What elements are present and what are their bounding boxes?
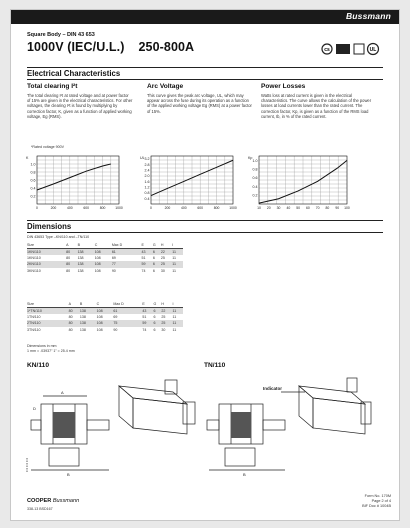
table-cell: 80 [68, 327, 73, 332]
table-header-cell: B [80, 301, 97, 307]
table-cell: 30 [161, 327, 166, 332]
voltage-rating: 1000V (IEC/U.L.) [27, 40, 125, 54]
table-header-cell: H [161, 242, 172, 248]
table-cell: 138 [77, 268, 84, 273]
svg-text:UL: UL [369, 47, 377, 53]
drawing-kn-label: KN/110 [27, 362, 49, 369]
x-tick-label: 400 [180, 206, 187, 210]
table-header-cell: H [161, 301, 172, 307]
table-cell: 138 [77, 255, 84, 260]
table-cell: 90 [111, 268, 116, 273]
table-cell: 80 [69, 307, 80, 313]
y-tick-label: 0.8 [144, 191, 150, 196]
section-dimensions-title: Dimensions [27, 222, 72, 231]
cooper-bussmann-logo: COOPER Bussmann [27, 498, 80, 504]
x-tick-label: 80 [325, 206, 330, 210]
table-header-cell: A [66, 242, 77, 248]
svg-text:B: B [67, 472, 70, 477]
table-cell: 80 [66, 261, 77, 267]
table-cell: 138 [80, 307, 97, 313]
table-cell: 138 [78, 248, 95, 254]
chart-arc-voltage [139, 152, 237, 214]
x-tick-label: 20 [266, 206, 271, 210]
x-tick-label: 200 [50, 206, 57, 210]
product-title [27, 40, 194, 54]
divider [27, 232, 383, 233]
col-text-arc-voltage: This curve gives the peak arc voltage, UL, which may appear across the fuse during its operation as a function of the applied working voltage Eg (RMS) at a power factor of 15%. [147, 93, 252, 114]
table-cell: 6 [154, 307, 162, 313]
form-number: Form No. 170M Page 2 of 4 BIF Doc # 1004B [362, 494, 391, 508]
table-header-cell: E [142, 301, 153, 307]
y-tick-label: 0.2 [30, 194, 36, 199]
table-cell: 51 [141, 255, 146, 260]
table-cell: 77 [112, 261, 142, 267]
indicator-label: Indicator [263, 386, 283, 391]
x-tick-label: 600 [83, 206, 90, 210]
datasheet-page [10, 9, 400, 521]
y-tick-label: 0.6 [252, 176, 258, 181]
table-cell: 69 [113, 314, 118, 319]
x-tick-label: 100 [344, 206, 350, 210]
table-cell: 6 [153, 327, 156, 332]
table-cell: 80 [66, 255, 71, 260]
y-tick-label: 0.8 [252, 167, 258, 172]
y-tick-label: 0.4 [252, 184, 258, 189]
table-cell: 59 [141, 261, 152, 267]
table-cell: 61 [113, 307, 142, 313]
x-tick-label: 50 [296, 206, 301, 210]
table-header-cell: Max D [112, 242, 142, 248]
table-cell: 61 [112, 248, 142, 254]
table-cell: 108 [96, 314, 103, 319]
table-cell: 138 [78, 261, 95, 267]
table-header-cell: Max D [113, 301, 142, 307]
table-cell: 22 [161, 248, 172, 254]
table-cell: 80 [69, 320, 80, 326]
chart-note: *Rated voltage 900V [31, 145, 64, 149]
dimensions-caption: DIN 43653 Type –KN/110 and –TN/110 [27, 235, 90, 239]
y-tick-label: 1.6 [144, 179, 150, 184]
y-tick-label: 0.4 [30, 186, 36, 191]
table-header-cell: G [154, 301, 162, 307]
table-cell: 1KN/110 [27, 248, 66, 254]
x-tick-label: 30 [276, 206, 281, 210]
y-tick-label: 3.2 [144, 157, 150, 162]
table-cell: 138 [79, 327, 86, 332]
dimensions-table-tn [27, 301, 183, 333]
table-cell: 6 [153, 314, 156, 319]
col-heading-power-losses: Power Losses [261, 83, 306, 90]
brand-bar [11, 10, 399, 24]
table-cell: 108 [94, 255, 101, 260]
table-cell: 1TN/110 [27, 314, 41, 319]
y-tick-label: 0.6 [30, 178, 36, 183]
table-cell: 2TN/110 [27, 320, 69, 326]
y-tick-label: 0.2 [252, 193, 258, 198]
svg-text:cs: cs [324, 47, 330, 53]
table-cell: 6 [152, 268, 155, 273]
y-axis-label: Kp [248, 156, 253, 160]
table-cell: 2KN/110 [27, 261, 66, 267]
col-text-power-losses: Watts loss at rated current is given in the electrical characteristics. The curve allows the calculation of the power losses at load currents lower than the rated current. The correction factor, Kp, is given as a function of the RMS load current, Ib, in % of the rated current. [261, 93, 372, 119]
dimensions-unit-note: Dimensions in mm [27, 344, 57, 348]
table-cell: 75 [113, 320, 142, 326]
table-cell: 3KN/110 [27, 268, 41, 273]
table-cell: 6 [153, 248, 161, 254]
x-tick-label: 600 [197, 206, 204, 210]
svg-text:D: D [33, 406, 36, 411]
x-tick-label: 800 [99, 206, 106, 210]
table-row [27, 268, 183, 274]
table-cell: 6 [152, 255, 155, 260]
table-header-cell: C [97, 301, 114, 307]
x-tick-label: 0 [150, 206, 152, 210]
footer-codes: 338-13 BSD167 [27, 507, 53, 511]
table-cell: 11 [172, 314, 177, 319]
col-heading-clearing: Total clearing I²t [27, 83, 78, 90]
table-cell: 1*TN/110 [27, 307, 69, 313]
dimensions-table-kn [27, 242, 183, 274]
table-header-cell: I [173, 301, 183, 307]
table-cell: 25 [160, 255, 165, 260]
divider [27, 79, 383, 80]
y-tick-label: 1.0 [252, 158, 258, 163]
table-header-cell: Size [27, 242, 66, 248]
table-cell: 43 [142, 307, 153, 313]
y-axis-label: K [26, 156, 29, 160]
table-row [27, 327, 183, 333]
x-tick-label: 1000 [115, 206, 123, 210]
table-cell: 108 [97, 320, 114, 326]
drawing-tn-label: TN/110 [204, 362, 226, 369]
table-cell: 108 [95, 261, 112, 267]
dimensions-conversion-note: 1 mm = .03937" 1" = 25.4 mm [27, 349, 75, 353]
table-cell: 138 [80, 320, 97, 326]
current-range: 250-800A [138, 40, 195, 54]
table-header-cell: E [141, 242, 152, 248]
table-cell: 74 [142, 327, 147, 332]
table-cell: 22 [161, 307, 172, 313]
table-cell: 59 [142, 320, 153, 326]
table-cell: 25 [161, 314, 166, 319]
table-cell: 69 [111, 255, 116, 260]
table-cell: 3TN/110 [27, 327, 41, 332]
table-cell: 108 [94, 268, 101, 273]
table-cell: 11 [172, 255, 176, 260]
table-cell: 6 [154, 320, 162, 326]
x-tick-label: 10 [257, 206, 261, 210]
x-tick-label: 70 [315, 206, 320, 210]
y-tick-label: 0.8 [30, 170, 36, 175]
x-tick-label: 800 [213, 206, 220, 210]
table-cell: 25 [161, 320, 172, 326]
product-subtitle: Square Body – DIN 43 653 [27, 32, 95, 38]
x-tick-label: 0 [36, 206, 38, 210]
chart-clearing-factor [25, 152, 123, 214]
table-cell: 108 [95, 248, 112, 254]
table-cell: 43 [141, 248, 152, 254]
table-cell: 11 [173, 307, 183, 313]
table-header-cell: A [69, 301, 80, 307]
kn110-drawing [23, 372, 203, 482]
table-cell: 108 [96, 327, 103, 332]
y-tick-label: 2.8 [144, 162, 150, 167]
table-cell: 11 [172, 327, 177, 332]
table-cell: 11 [173, 320, 183, 326]
brand-logo: Bussmann [345, 11, 391, 21]
table-header-cell: G [153, 242, 161, 248]
y-axis-label: UL [140, 156, 145, 160]
table-cell: 25 [161, 261, 172, 267]
chart-power-losses [247, 152, 351, 214]
y-tick-label: 0.4 [144, 196, 150, 201]
svg-text:B: B [243, 472, 246, 477]
table-cell: 108 [97, 307, 114, 313]
table-cell: 80 [66, 248, 77, 254]
divider [27, 67, 383, 68]
table-cell: 30 [160, 268, 165, 273]
x-tick-label: 60 [305, 206, 310, 210]
table-cell: 11 [172, 248, 183, 254]
table-cell: 138 [79, 314, 86, 319]
x-tick-label: 400 [66, 206, 73, 210]
y-tick-label: 1.2 [144, 185, 150, 190]
col-heading-arc-voltage: Arc Voltage [147, 83, 184, 90]
table-cell: 6 [153, 261, 161, 267]
x-tick-label: 1000 [229, 206, 237, 210]
table-header-cell: C [95, 242, 112, 248]
certification-marks-icon [319, 42, 381, 56]
col-text-clearing: The total clearing I²t at rated voltage and at power factor of 15% are given in the electrical characteristics. For other voltages, the clearing I²t is found by multiplying by correction factor, K, given as a function of applied working voltage, Eg (RMS). [27, 93, 133, 119]
x-tick-label: 90 [335, 206, 340, 210]
tn110-drawing [201, 372, 381, 482]
y-tick-label: 2.4 [144, 168, 150, 173]
y-tick-label: 2.0 [144, 174, 150, 179]
table-cell: 80 [66, 268, 71, 273]
table-cell: 74 [141, 268, 146, 273]
table-cell: 51 [142, 314, 147, 319]
table-header-cell: I [172, 242, 183, 248]
y-tick-label: 1.0 [30, 162, 36, 167]
section-electrical-title: Electrical Characteristics [27, 69, 121, 78]
table-header-cell: Size [27, 301, 69, 307]
table-cell: 1KN/110 [27, 255, 41, 260]
x-tick-label: 40 [286, 206, 291, 210]
divider [27, 220, 383, 221]
table-cell: 11 [172, 268, 176, 273]
table-cell: 90 [113, 327, 118, 332]
table-cell: 11 [172, 261, 183, 267]
x-tick-label: 200 [164, 206, 171, 210]
table-header-cell: B [78, 242, 95, 248]
table-cell: 80 [68, 314, 73, 319]
svg-text:A: A [61, 390, 64, 395]
